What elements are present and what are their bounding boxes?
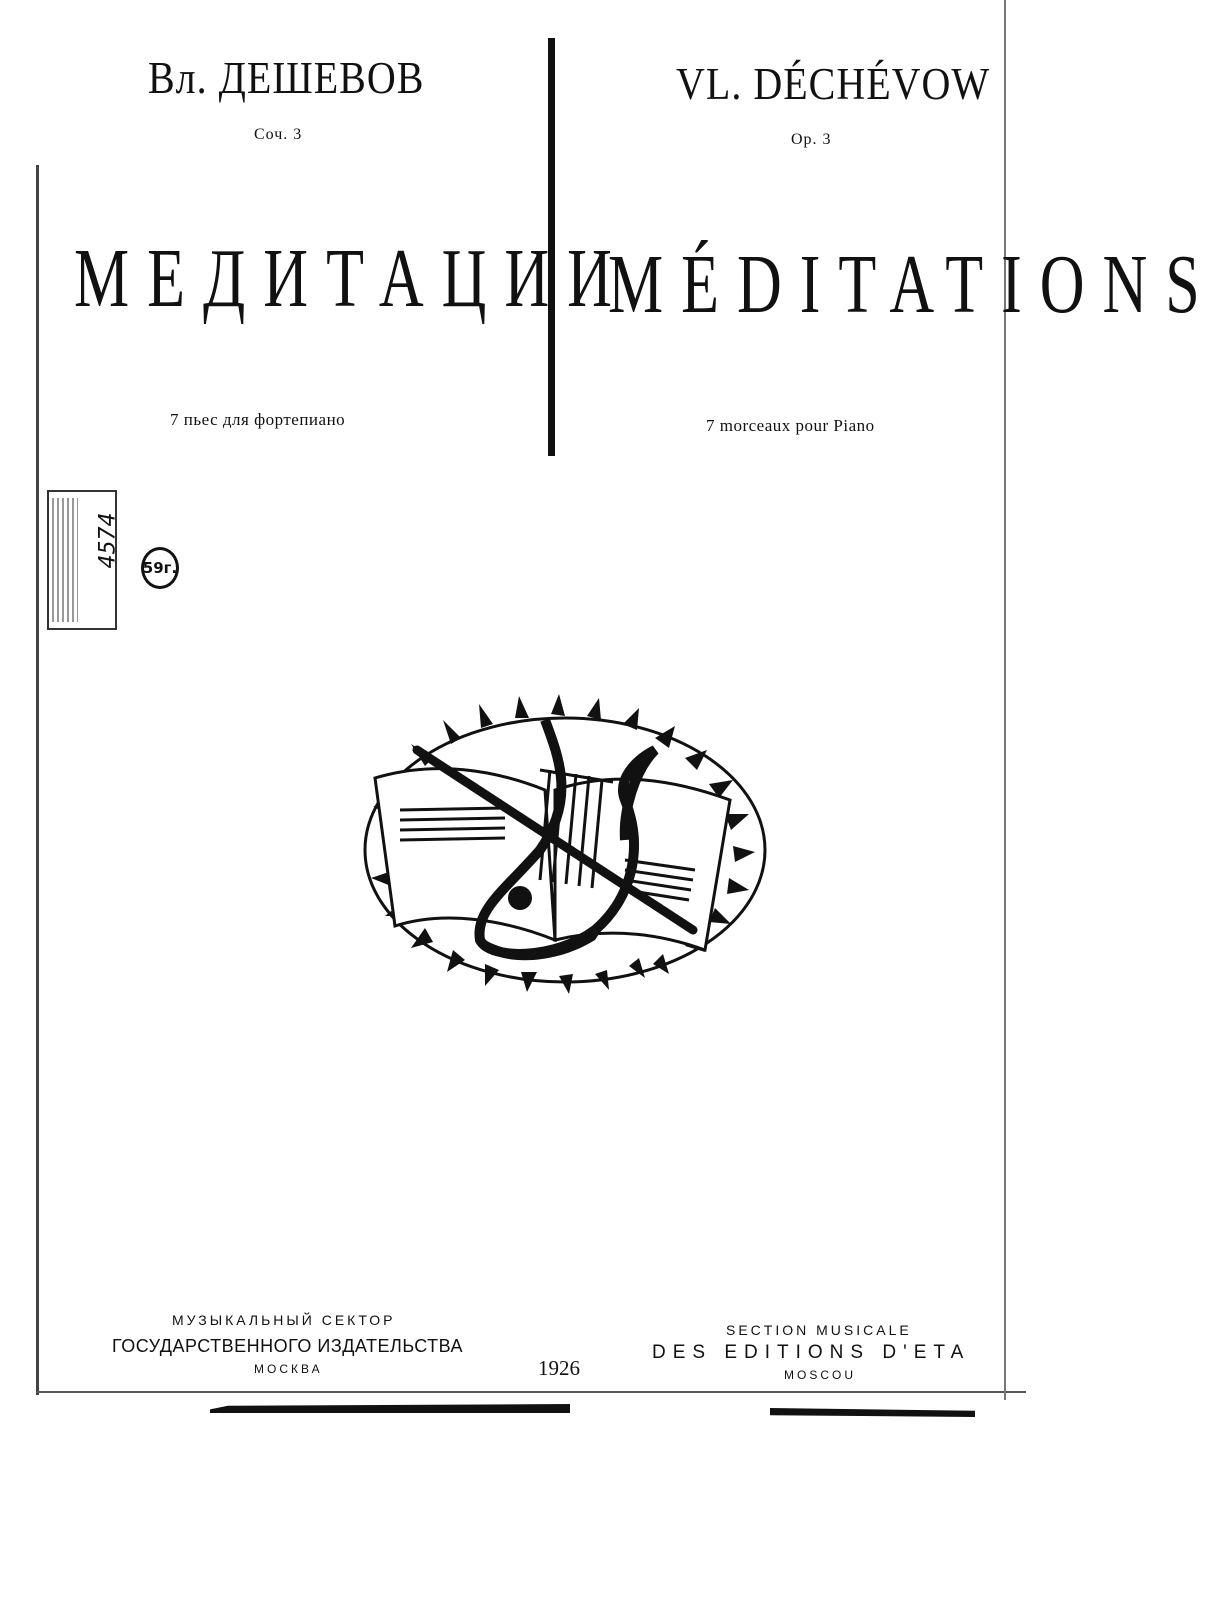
handwritten-number: 4574	[95, 512, 121, 569]
price-stamp: 59г.	[141, 547, 179, 589]
subtitle-french: 7 morceaux pour Piano	[706, 416, 875, 435]
title-russian: МЕДИТАЦИИ	[74, 232, 630, 325]
publisher-russian-line1: МУЗЫКАЛЬНЫЙ СЕКТОР	[172, 1312, 396, 1328]
opus-russian: Соч. 3	[254, 126, 303, 143]
publication-year: 1926	[538, 1356, 580, 1380]
subtitle-russian: 7 пьес для фортепиано	[170, 410, 346, 429]
page-bottom-edge	[36, 1391, 1026, 1393]
bottom-rule-right	[770, 1408, 975, 1417]
author-french: VL. DÉCHÉVOW	[676, 57, 991, 110]
author-russian: Вл. ДЕШЕВОВ	[148, 51, 425, 104]
library-stamp-text	[52, 498, 78, 622]
page-right-edge	[1004, 0, 1006, 1400]
publisher-french-line2: DES EDITIONS D'ETA	[652, 1342, 971, 1363]
publisher-russian-city: МОСКВА	[254, 1362, 323, 1376]
opus-french: Op. 3	[791, 131, 832, 148]
publisher-french-city: MOSCOU	[784, 1368, 856, 1382]
lyre-baton-score-wreath-icon	[355, 700, 775, 990]
title-french: MÉDITATIONS	[608, 238, 1218, 331]
page-left-edge	[36, 165, 39, 1395]
publisher-french-line1: SECTION MUSICALE	[726, 1322, 912, 1338]
bottom-rule-left	[210, 1404, 570, 1413]
publisher-russian-line2: ГОСУДАРСТВЕННОГО ИЗДАТЕЛЬСТВА	[112, 1336, 464, 1356]
